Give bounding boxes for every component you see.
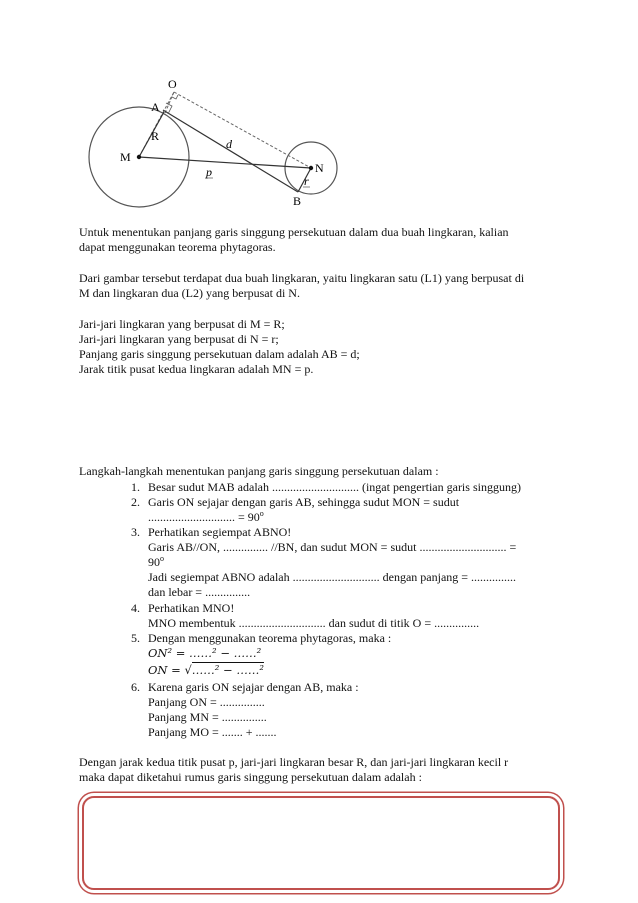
label-p: p — [206, 165, 212, 179]
step-2-number: 2. — [131, 495, 140, 509]
definition-3: Panjang garis singgung persekutuan dalam adalah AB = d; — [79, 347, 360, 361]
point-m — [137, 155, 141, 159]
description-line-1: Dari gambar tersebut terdapat dua buah lingkaran, yaitu lingkaran satu (L1) yang berpusat di — [79, 271, 525, 285]
pythagoras-equation-2 — [148, 663, 264, 678]
step-4-line-2: MNO membentuk ............................. dan sudut di titik O = ............... — [148, 616, 480, 630]
equation-2-lhs: ON = — [148, 663, 185, 677]
label-o: O — [168, 77, 177, 91]
step-2-line-2 — [148, 510, 264, 525]
answer-box[interactable] — [82, 796, 560, 890]
step-2-line-1: Garis ON sejajar dengan garis AB, sehingga sudut MON = sudut — [148, 495, 460, 509]
right-angle-o — [172, 95, 178, 99]
step-5-line-1: Dengan menggunakan teorema phytagoras, maka : — [148, 631, 392, 645]
point-n — [309, 166, 313, 170]
label-r-big: R — [151, 129, 160, 143]
definition-2: Jari-jari lingkaran yang berpusat di N = r; — [79, 332, 279, 346]
step-4-line-1: Perhatikan MNO! — [148, 601, 235, 615]
step-6-line-2: Panjang ON = ............... — [148, 695, 265, 709]
step-6-line-3: Panjang MN = ............... — [148, 710, 267, 724]
step-2-line-2-text: ............................. = 90 — [148, 510, 260, 524]
label-m: M — [120, 150, 131, 164]
line-on — [174, 92, 311, 168]
radical-sign: √ — [184, 663, 192, 677]
step-6-line-4: Panjang MO = ....... + ....... — [148, 725, 277, 739]
step-6-line-1: Karena garis ON sejajar dengan AB, maka : — [148, 680, 359, 694]
conclusion-line-1: Dengan jarak kedua titik pusat p, jari-jari lingkaran besar R, dan jari-jari lingkaran kecil r — [79, 755, 509, 769]
step-3-line-5: dan lebar = ............... — [148, 585, 251, 599]
step-5-number: 5. — [131, 631, 140, 645]
label-n: N — [315, 161, 324, 175]
label-b: B — [293, 194, 302, 208]
pythagoras-equation-1: ON² = ……² − ……² — [148, 646, 262, 660]
equation-2-radicand: ……² − ……² — [191, 663, 264, 677]
label-r-small: r — [304, 174, 309, 188]
step-1-number: 1. — [131, 480, 140, 494]
label-d: d — [226, 137, 232, 151]
tangent-circles-figure — [0, 0, 638, 215]
description-line-2: M dan lingkaran dua (L2) yang berpusat di N. — [79, 286, 300, 300]
step-1-text: Besar sudut MAB adalah ............................. (ingat pengertian garis singgung) — [148, 480, 521, 494]
step-6-number: 6. — [131, 680, 140, 694]
step-4-number: 4. — [131, 601, 140, 615]
conclusion-line-2: maka dapat diketahui rumus garis singgung persekutuan dalam adalah : — [79, 770, 422, 784]
step-3-line-3 — [148, 555, 164, 570]
step-3-line-2: Garis AB//ON, ............... //BN, dan sudut MON = sudut ............................. = — [148, 540, 517, 554]
definition-4: Jarak titik pusat kedua lingkaran adalah MN = p. — [79, 362, 314, 376]
step-3-line-3-text: 90 — [148, 555, 160, 569]
degree-mark: o — [160, 554, 164, 563]
steps-heading: Langkah-langkah menentukan panjang garis singgung persekutuan dalam : — [79, 464, 439, 478]
intro-line-1: Untuk menentukan panjang garis singgung persekutuan dalam dua buah lingkaran, kalian — [79, 225, 509, 239]
step-3-line-4: Jadi segiempat ABNO adalah ............................. dengan panjang = ............... — [148, 570, 517, 584]
intro-line-2: dapat menggunakan teorema phytagoras. — [79, 240, 276, 254]
label-a: A — [151, 100, 160, 114]
definition-1: Jari-jari lingkaran yang berpusat di M = R; — [79, 317, 285, 331]
step-3-number: 3. — [131, 525, 140, 539]
step-3-line-1: Perhatikan segiempat ABNO! — [148, 525, 292, 539]
degree-mark: o — [259, 509, 264, 518]
